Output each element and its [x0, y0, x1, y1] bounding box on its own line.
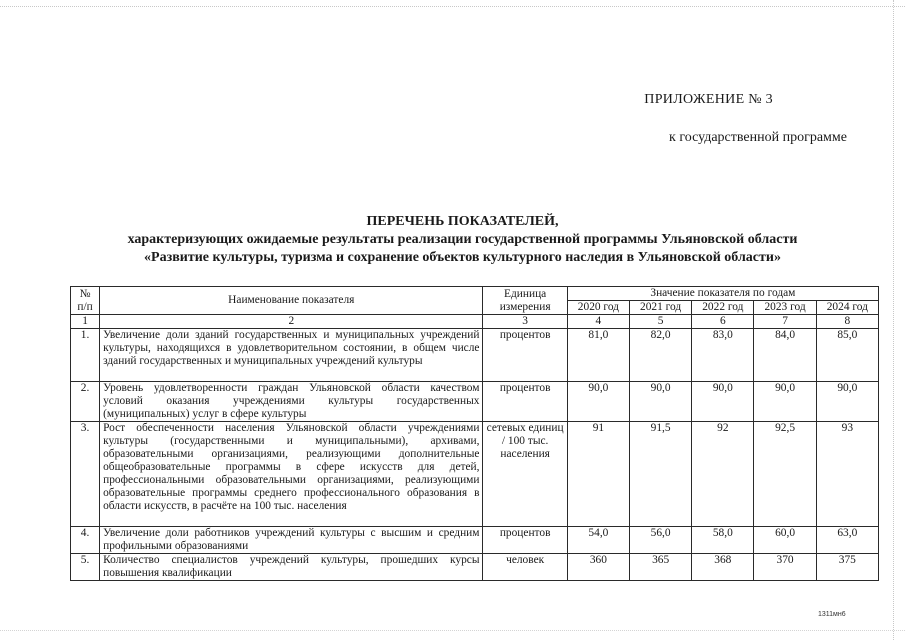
value-2022: 90,0 [692, 382, 754, 422]
table-row [71, 527, 879, 554]
value-2021: 56,0 [630, 527, 692, 554]
table-row [71, 554, 879, 581]
header-name: Наименование показателя [100, 287, 483, 315]
column-index: 2 [100, 315, 483, 329]
value-2021: 365 [630, 554, 692, 581]
value-2023: 92,5 [754, 422, 816, 527]
value-2021: 90,0 [630, 382, 692, 422]
header-year: 2021 год [630, 301, 692, 315]
value-2024: 90,0 [816, 382, 878, 422]
value-2020: 91 [567, 422, 629, 527]
row-number: 4. [71, 527, 100, 554]
scan-edge-bottom [0, 630, 905, 632]
column-index: 8 [816, 315, 878, 329]
column-index: 3 [483, 315, 567, 329]
row-number: 2. [71, 382, 100, 422]
column-index: 5 [630, 315, 692, 329]
heading-line-2: характеризующих ожидаемые результаты реализации государственной программы Ульяновской области [127, 232, 798, 247]
indicator-name: Рост обеспеченности населения Ульяновской области учреждениями культуры (государственными и муниципальными), архивами, образовательными организациями, реализующими дополнительные общеобразовательные программы в сфере искусств для детей, профессиональными образовательными организациями, реализующими образовательные программы среднего профессионального образования в области искусств, в расчёте на 100 тыс. населения [100, 422, 483, 527]
value-2023: 84,0 [754, 329, 816, 382]
value-2024: 63,0 [816, 527, 878, 554]
indicator-unit: сетевых единиц / 100 тыс. населения [483, 422, 567, 527]
value-2023: 90,0 [754, 382, 816, 422]
value-2021: 82,0 [630, 329, 692, 382]
value-2020: 81,0 [567, 329, 629, 382]
value-2020: 54,0 [567, 527, 629, 554]
value-2023: 370 [754, 554, 816, 581]
value-2021: 91,5 [630, 422, 692, 527]
document-stamp: 1311мн6 [818, 611, 846, 618]
value-2024: 85,0 [816, 329, 878, 382]
document-heading [20, 213, 905, 267]
column-index-row [71, 315, 879, 329]
indicator-unit: процентов [483, 382, 567, 422]
header-year: 2023 год [754, 301, 816, 315]
value-2024: 375 [816, 554, 878, 581]
appendix-subtitle: к государственной программе [669, 130, 847, 145]
header-num: № п/п [71, 287, 100, 315]
row-number: 3. [71, 422, 100, 527]
table-row [71, 382, 879, 422]
indicator-unit: человек [483, 554, 567, 581]
value-2022: 92 [692, 422, 754, 527]
row-number: 5. [71, 554, 100, 581]
value-2020: 360 [567, 554, 629, 581]
indicator-name: Увеличение доли зданий государственных и муниципальных учреждений культуры, находящихся в удовлетворительном состоянии, в общем числе зданий государственных и муниципальных учреждений культуры [100, 329, 483, 382]
header-unit: Единица измерения [483, 287, 567, 315]
value-2022: 368 [692, 554, 754, 581]
scan-edge-right [893, 0, 895, 640]
indicator-unit: процентов [483, 527, 567, 554]
header-year: 2024 год [816, 301, 878, 315]
heading-line-3: «Развитие культуры, туризма и сохранение объектов культурного наследия в Ульяновской области» [144, 250, 781, 265]
heading-line-1: ПЕРЕЧЕНЬ ПОКАЗАТЕЛЕЙ, [366, 214, 559, 229]
header-year: 2020 год [567, 301, 629, 315]
row-number: 1. [71, 329, 100, 382]
column-index: 7 [754, 315, 816, 329]
table-row [71, 329, 879, 382]
scan-edge-top [0, 6, 905, 8]
header-values-group: Значение показателя по годам [567, 287, 878, 301]
indicator-name: Уровень удовлетворенности граждан Ульяновской области качеством условий оказания учреждениями культуры государственных (муниципальных) услуг в сфере культуры [100, 382, 483, 422]
column-index: 6 [692, 315, 754, 329]
indicators-table [70, 286, 879, 581]
value-2022: 58,0 [692, 527, 754, 554]
indicator-name: Увеличение доли работников учреждений культуры с высшим и средним профильными образованиями [100, 527, 483, 554]
value-2024: 93 [816, 422, 878, 527]
value-2022: 83,0 [692, 329, 754, 382]
header-year: 2022 год [692, 301, 754, 315]
table-row [71, 422, 879, 527]
indicator-unit: процентов [483, 329, 567, 382]
indicator-name: Количество специалистов учреждений культуры, прошедших курсы повышения квалификации [100, 554, 483, 581]
column-index: 4 [567, 315, 629, 329]
value-2020: 90,0 [567, 382, 629, 422]
column-index: 1 [71, 315, 100, 329]
value-2023: 60,0 [754, 527, 816, 554]
appendix-title: ПРИЛОЖЕНИЕ № 3 [644, 92, 773, 107]
